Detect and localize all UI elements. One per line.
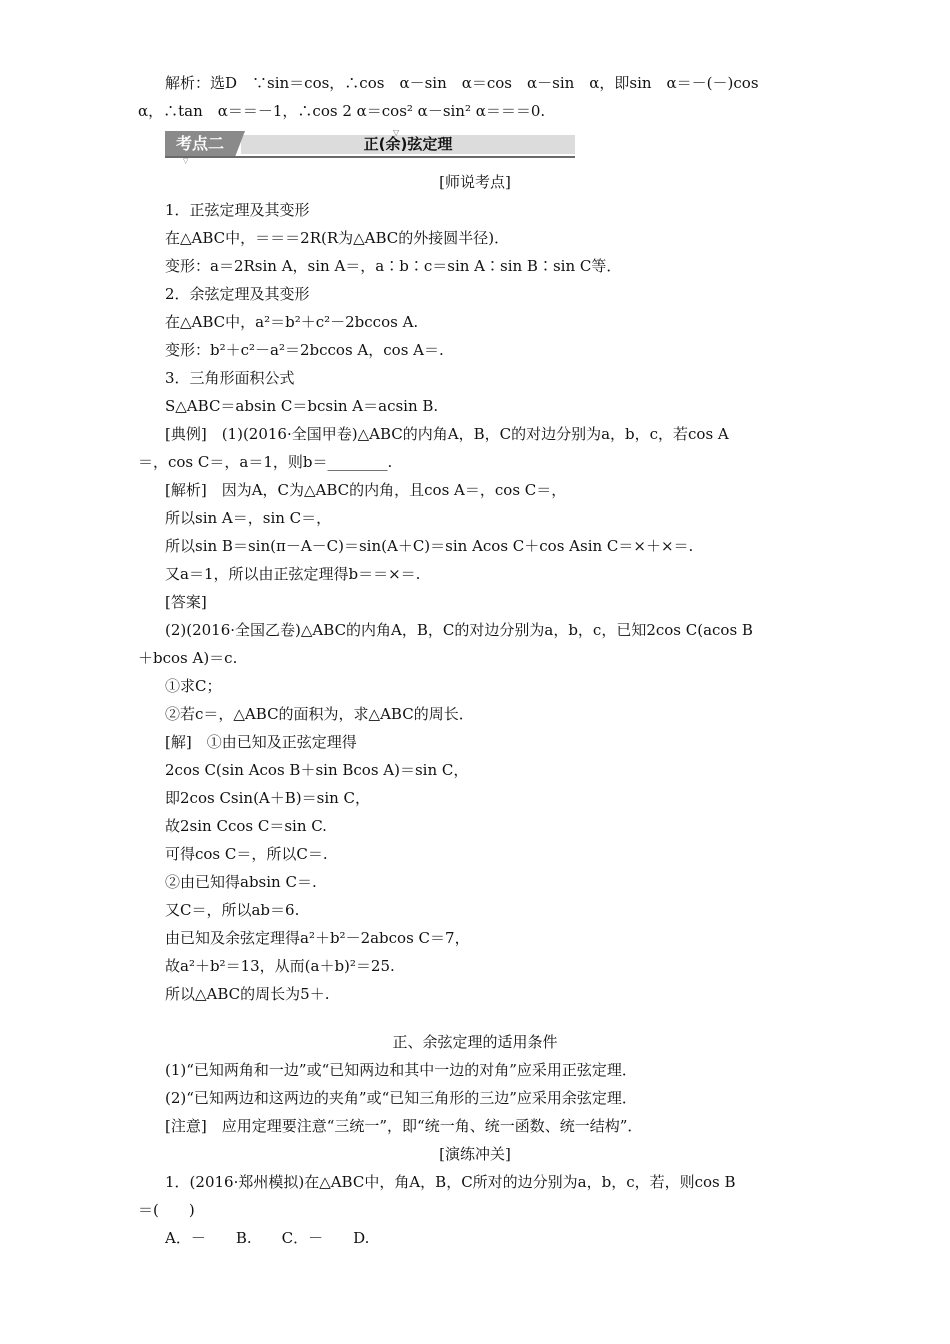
- heading-line: 3．三角形面积公式: [165, 369, 295, 387]
- answer-label: [答案]: [165, 593, 207, 611]
- text-line: 又C＝，所以ab＝6.: [165, 901, 300, 919]
- text-line: [解析] 因为A，C为△ABC的内角，且cos A＝，cos C＝，: [165, 481, 567, 499]
- solution-line: α，∴tan α＝＝－1，∴cos 2 α＝cos² α－sin² α＝＝＝0.: [138, 102, 546, 120]
- text-line: (2)“已知两边和这两边的夹角”或“已知三角形的三边”应采用余弦定理．: [165, 1089, 637, 1107]
- text-line: 由已知及余弦定理得a²＋b²－2abcos C＝7，: [165, 929, 470, 947]
- text-line: 所以△ABC的周长为5＋.: [165, 985, 330, 1003]
- heading-line: 2．余弦定理及其变形: [165, 285, 310, 303]
- tick-mark-icon: ▽: [183, 157, 189, 165]
- text-line: ②若c＝，△ABC的面积为，求△ABC的周长．: [165, 705, 474, 723]
- text-line: 又a＝1，所以由正弦定理得b＝＝×＝.: [165, 565, 421, 583]
- topic-title: 正(余)弦定理: [363, 135, 453, 153]
- topic-tag: 考点二: [165, 131, 235, 157]
- text-line: 在△ABC中，＝＝＝2R(R为△ABC的外接圆半径)．: [165, 229, 510, 247]
- text-line: 所以sin B＝sin(π－A－C)＝sin(A＋C)＝sin Acos C＋cos Asin C＝×＋×＝.: [165, 537, 694, 555]
- question-line: ＝( ): [138, 1201, 195, 1219]
- example-line: (2)(2016·全国乙卷)△ABC的内角A，B，C的对边分别为a，b，c，已知2cos C(acos B: [165, 621, 753, 639]
- section-heading: [演练冲关]: [439, 1145, 511, 1163]
- text-line: 即2cos Csin(A＋B)＝sin C，: [165, 789, 371, 807]
- heading-line: 1．正弦定理及其变形: [165, 201, 310, 219]
- section-heading: [师说考点]: [439, 173, 511, 191]
- text-line: 所以sin A＝，sin C＝，: [165, 509, 332, 527]
- text-line: 故a²＋b²＝13，从而(a＋b)²＝25.: [165, 957, 395, 975]
- solution-line: 解析：选D ∵sin＝cos，∴cos α－sin α＝cos α－sin α，即sin α＝－(－)cos: [165, 74, 759, 92]
- note-line: [注意] 应用定理要注意“三统一”，即“统一角、统一函数、统一结构”．: [165, 1117, 643, 1135]
- text-line: 在△ABC中，a²＝b²＋c²－2bccos A.: [165, 313, 419, 331]
- formula-line: S△ABC＝absin C＝bcsin A＝acsin B.: [165, 397, 439, 415]
- text-line: (1)“已知两角和一边”或“已知两边和其中一边的对角”应采用正弦定理．: [165, 1061, 637, 1079]
- question-line: 1．(2016·郑州模拟)在△ABC中，角A，B，C所对的边分别为a，b，c，若，则cos B: [165, 1173, 736, 1191]
- topic-rule: [165, 156, 575, 158]
- text-line: 可得cos C＝，所以C＝.: [165, 845, 328, 863]
- topic-header: [165, 128, 575, 165]
- example-line: ＋bcos A)＝c.: [138, 649, 238, 667]
- text-line: 变形：a＝2Rsin A，sin A＝，a∶b∶c＝sin A∶sin B∶sin C等．: [165, 257, 622, 275]
- text-line: 变形：b²＋c²－a²＝2bccos A，cos A＝.: [165, 341, 444, 359]
- example-line: ＝，cos C＝，a＝1，则b＝________.: [138, 453, 393, 471]
- text-line: ②由已知得absin C＝.: [165, 873, 317, 891]
- example-line: [典例] (1)(2016·全国甲卷)△ABC的内角A，B，C的对边分别为a，b，c，若cos A: [165, 425, 729, 443]
- corner-mark-icon: ▽: [393, 128, 400, 137]
- text-line: 2cos C(sin Acos B＋sin Bcos A)＝sin C，: [165, 761, 469, 779]
- text-line: 故2sin Ccos C＝sin C.: [165, 817, 327, 835]
- section-heading: 正、余弦定理的适用条件: [392, 1033, 558, 1051]
- answer-options: A．－ B. C．－ D.: [165, 1229, 370, 1247]
- text-line: ①求C；: [165, 677, 222, 695]
- text-line: [解] ①由已知及正弦定理得: [165, 733, 357, 751]
